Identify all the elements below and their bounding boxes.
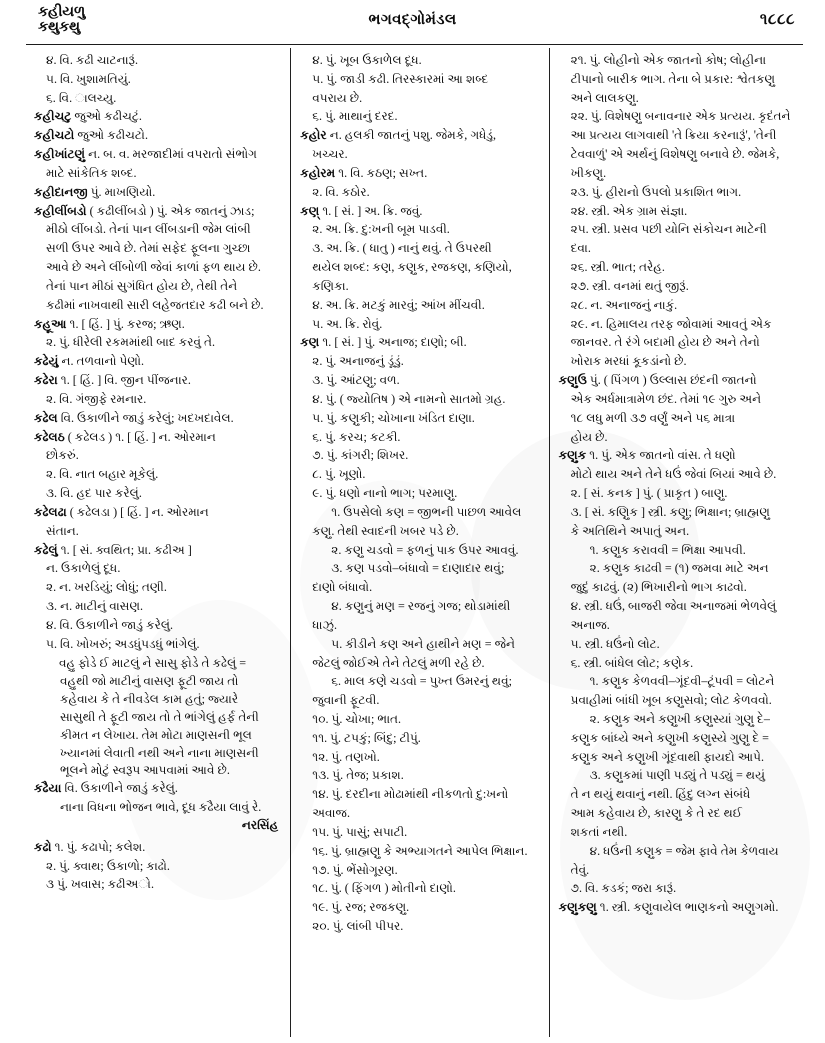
entry-line: ૬. માલ કણે ચડવો = પુખ્ત ઉમરનું થવું; [331, 674, 512, 689]
entry-definition: જુઓ કઢીચટું. [71, 109, 142, 124]
entry-headword: કણુક [558, 448, 587, 463]
entry-line: તેનાં પાન મીઠાં સુગંધિત હોય છે, તેથી તેને [46, 278, 238, 293]
running-head-left-line1: કહીયળુ [38, 4, 86, 20]
entry-headword: કહોર [300, 128, 327, 143]
entry-line: ૬. પું. માથાનું દરદ. [312, 109, 398, 124]
dictionary-entry [559, 447, 796, 465]
entry-definition: જુઓ કઢીચટો. [74, 128, 148, 143]
entry-line: ૨૮. ન. અનાજનું નાકું. [570, 297, 678, 312]
entry-line: ૨. કણુક અને કણુખી કણુસ્યાં ગુણુ દે– [589, 711, 770, 726]
entry-line: ખ્યાનમાં લેવાતી નથી અને નાના માણસની [60, 745, 259, 760]
entry-line: ૨. પું. અનાજનું ડૂંડું. [312, 354, 404, 369]
entry-definition: ( કઢેલડા ) [ હિં. ] ન. ઓરમાન [66, 504, 209, 519]
entry-line: ૨૫. સ્ત્રી. પ્રસવ પછી યોનિ સંકોચન માટેની [570, 222, 767, 237]
entry-line: જુવાની ફૂટવી. [312, 693, 380, 708]
dictionary-entry [34, 353, 282, 371]
entry-headword: કહીચટુ [34, 109, 72, 124]
entry-line: ખોરાક મરધાં કૂકડાંનો છે. [570, 354, 687, 369]
entry-line: ભૂલને મોટું સ્વરૂપ આપવામાં આવે છે. [60, 763, 230, 778]
entry-line: ૭. પું. કાંગરી; શિખર. [312, 448, 409, 463]
entry-line: ૬. પું. કરચ; કટકી. [312, 429, 401, 444]
entry-line: કણુક અને કણુખી ગૂંદવાથી ફાયદો આપે. [570, 749, 764, 764]
dictionary-entry [34, 184, 282, 202]
entry-line: દવા. [570, 241, 591, 256]
entry-line: ૧૪. પું. દરદીના મોઢામાંથી નીકળતો દુ:ખનો [312, 787, 509, 802]
dictionary-entry [559, 899, 796, 917]
entry-line: ૨. પું. ધીરેલી રકમમાંથી બાદ કરવું તે. [46, 335, 216, 350]
entry-line: ૨. અ. ક્રિ. દુ:ખની બૂમ પાડવી. [312, 222, 450, 237]
entry-line: ટીપાનો બારીક ભાગ. તેના બે પ્રકાર: શ્વેતકણુ [570, 71, 776, 86]
entry-line: ૨૭. સ્ત્રી. વનમાં થતું જીરૂં. [570, 278, 689, 293]
entry-headword: કઢેલઠ [34, 429, 65, 444]
entry-line: અવાજ. [312, 806, 350, 821]
entry-headword: કઢેલ [34, 410, 58, 425]
entry-line: ૪. અ. ક્રિ. મટકું મારવું; આંખ મીંચવી. [312, 297, 485, 312]
column-container [26, 48, 803, 1037]
entry-line: ૧. કણુક કરાવવી = ભિક્ષા આપવી. [589, 542, 746, 557]
entry-line: થયેલ શબ્દ: કણ, કણુક, રજકણ, કણિયો, [312, 260, 512, 275]
entry-line: કે અતિથિને અપાતું અન. [570, 523, 690, 538]
entry-headword: કઢો [34, 839, 52, 854]
entry-line: આવે છે અને લીંબોળી જેવાં કાળાં ફળ થાય છે. [46, 260, 261, 275]
entry-line: ૯. પું. ધણો નાનો ભાગ; પરમાણુ. [312, 486, 458, 501]
entry-line: ૩ પું. ખવાસ; કઢીઅો. [46, 877, 154, 892]
entry-line: ૨. કણુ ચડવો = ફળનું પાક ઉપર આવવું. [331, 542, 519, 557]
entry-line: ૧. ઉપસેલો કણ = જીભની પાછળ આવેલ [331, 504, 522, 519]
entry-line: કહેવાય કે તે નીવડેલ કામ હતું; જ્યારે [60, 692, 239, 707]
entry-line: મોટો થાય અને તેને ધઉં જેવાં બિયાં આવે છે. [570, 467, 777, 482]
dictionary-entry [34, 542, 282, 560]
entry-line: ૪. સ્ત્રી. ધઉં, બાજરી જેવા અનાજમાં ભેળવેલું [570, 599, 777, 614]
entry-headword: કહીખાંટણું [34, 147, 86, 162]
entry-line: ૬. વિ. ાલચ્યુ. [46, 90, 117, 105]
entry-line: ૨૨. પું. વિશેષણુ બનાવનાર એક પ્રત્યય. કૃદંતને [570, 109, 791, 124]
entry-definition: ૧. [ સં. ] પું. અનાજ; દાણો; બી. [319, 335, 467, 350]
column-divider [290, 48, 291, 1037]
entry-line: છોકરું. [46, 448, 79, 463]
entry-definition: ૧. પું. કઢાપો; કલેશ. [51, 839, 146, 854]
entry-definition: ૧. વિ. કઠણ; સખ્ત. [335, 165, 428, 180]
entry-line: ધાઝું. [312, 617, 338, 632]
entry-line: ૩. અ. ક્રિ. ( ધાતુ ) નાનું થવું. તે ઉપરથી [312, 241, 492, 256]
entry-definition: ન. તળવાનો પેણો. [58, 354, 144, 369]
entry-line: ૮. પું. ખૂણો. [312, 467, 366, 482]
entry-line: ૨૩. પું. હીરાનો ઉપલો પ્રકાશિત ભાગ. [570, 184, 742, 199]
entry-line: ૫. પું. કણુકી; ચોખાના ખંડિત દાણા. [312, 410, 475, 425]
entry-line: ૧૬. પું. બ્રાહ્મણુ કે અભ્યાગતને આપેલ ભિક્ષાન. [312, 843, 528, 858]
entry-headword: કણ [300, 335, 320, 350]
dictionary-entry [34, 410, 282, 428]
entry-line: ૫. વિ. ખુશામતિયું. [46, 71, 131, 86]
dictionary-title: ભગવદ્ગોમંડલ [368, 12, 457, 28]
dictionary-entry [300, 334, 540, 352]
dictionary-entry [34, 839, 282, 857]
entry-headword: કણુઉ [558, 373, 587, 388]
dictionary-entry [300, 127, 540, 145]
entry-line: ૫. સ્ત્રી. ધઉંનો લોટ. [570, 636, 660, 651]
entry-headword: કહોરમ [300, 165, 336, 180]
entry-headword: કહૂઆ [34, 316, 67, 331]
entry-line: કણુ. તેથી સ્વાદની ખબર પડે છે. [312, 523, 459, 538]
entry-line: ખચ્ચર. [312, 147, 348, 162]
entry-line: કીમત ન લેખાય. તેમ મોટા માણસની ભૂલ [60, 727, 252, 742]
entry-line: હોય છે. [570, 429, 608, 444]
entry-line: સાસુથી તે ફૂટી જાય તો તે ભાંગેલું હર્ફ તેની [60, 709, 259, 724]
entry-line: ૨. પું. ક્વાથ; ઉકાળો; કાઢો. [46, 858, 170, 873]
entry-line: સંતાન. [46, 523, 79, 538]
entry-line: વપરાય છે. [312, 90, 363, 105]
entry-line: પ્રવાહીમાં બાંધી ખૂબ કણુસવો; લોટ કેળવવો. [570, 693, 772, 708]
entry-line: ૩. વિ. હદ પાર કરેલું. [46, 486, 142, 501]
entry-headword: કઢેલઢા [34, 504, 67, 519]
text-column-2 [292, 48, 547, 1037]
entry-line: ૧૯. પું. રજ; રજકણુ. [312, 900, 410, 915]
entry-line: ૪. કણુનું મણ = રજનું ગજ; થોડામાંથી [331, 599, 511, 614]
entry-line: ૩. કણુકમાં પાણી પડ્યું તે પડ્યું = થયું [589, 768, 765, 783]
dictionary-entry [300, 165, 540, 183]
entry-line: ૨. [ સં. કનક ] પું. ( પ્રાકૃત ) બાણુ. [570, 486, 728, 501]
entry-line: ૧૮ લધુ મળી ૩૭ વર્ણું અને ૫૬ માત્રા [570, 410, 736, 425]
entry-headword: કણ્ [300, 203, 320, 218]
entry-definition: ૧. પું. એક જાતનો વાંસ. તે ધણો [586, 448, 736, 463]
entry-line: ૧. કણુક કેળવવી–ગૂંદવી–ટૂંપવી = લોટને [589, 674, 775, 689]
entry-line: તે ન થયું થવાનું નથી. હિંદુ લગ્ન સંબંધે [570, 787, 751, 802]
entry-line: ૧૧. પું. ટપકું; બિંદુ; ટીપું. [312, 730, 421, 745]
entry-line: ૪. ધઉંની કણુક = જેમ ફાવે તેમ કેળવાય [589, 843, 779, 858]
entry-line: ૧૦. પું. ચોખા; ભાત. [312, 711, 402, 726]
entry-line: ૧૭. પું. ભેંસોગૂરણ. [312, 862, 398, 877]
entry-line: આ પ્રત્યય લાગવાથી 'તે ક્રિયા કરનારૂં', 'તેની [570, 128, 777, 143]
dictionary-entry [34, 146, 282, 164]
entry-definition: ( કઢીલીંબડો ) પું. એક જાતનું ઝાડ; [86, 203, 255, 218]
text-column-1 [26, 48, 289, 1037]
entry-line: વહુ ફોડે ઈ માટલું ને સાસુ ફોડે તે કઢેલું = [59, 655, 247, 670]
entry-line: ૪. વિ. ઉકાળીને જાડું કરેલું. [46, 617, 173, 632]
entry-line: ૪. પું. ખૂબ ઉકાળેલ દૂધ. [312, 53, 422, 67]
entry-line: ૨. વિ. કઠોર. [312, 184, 370, 199]
entry-line: નાના વિધના ભોજન ભાવે, દૂધ કઢૈયા લાવું રે. [60, 800, 262, 815]
entry-line: ૧૫. પું. પાસું; સપાટી. [312, 824, 408, 839]
dictionary-entry [300, 203, 540, 221]
running-head-left-line2: કથુકથુ [38, 19, 80, 36]
text-column-3 [551, 48, 803, 1037]
entry-line: સળી ઉપર આવે છે. તેમાં સફેદ ફૂલના ગુચ્છા [46, 241, 251, 256]
dictionary-entry [34, 316, 282, 334]
entry-definition: ૧. [ હિં. ] પું. કરજ; ઋણ. [66, 316, 185, 331]
entry-line: ૨. કણુક કાઢવી = (૧) જમવા માટે અન [589, 561, 769, 576]
entry-line: ખીકણુ. [570, 165, 607, 180]
entry-line: ૩. કણ પડવો–બંધાવો = દાણાદાર થવું; [331, 561, 505, 576]
entry-line: કણુક બાંધ્યે અને કણુખી કણુસ્યે ગુણુ દે = [570, 730, 769, 745]
entry-headword: કઢેરા [34, 373, 58, 388]
page-number: ૧૮૮૮ [759, 11, 795, 28]
entry-definition: વિ. ઉકાળીને જાડું કરેલું. [61, 781, 178, 796]
page-header [0, 0, 825, 44]
dictionary-entry [34, 372, 282, 390]
entry-line: ૫. પું. જાડી કઢી. તિરસ્કારમાં આ શબ્દ [312, 71, 489, 86]
entry-definition: ૧. સ્ત્રી. કણુવાયેલ ભાણકનો અણુગમો. [596, 900, 779, 915]
entry-line: ૧૩. પું. તેજ; પ્રકાશ. [312, 768, 404, 783]
entry-line: જેટલું જોઈએ તેને તેટલું મળી રહે છે. [312, 655, 485, 670]
entry-definition: ન. હલકી જાતનું પશુ. જેમકે, ગધેડું, [326, 128, 497, 143]
entry-line: કઢીમાં નાખવાથી સારી લહેજતદાર કઢી બને છે. [46, 297, 264, 312]
dictionary-entry [559, 372, 796, 390]
entry-line: વહુથી જો માટીનું વાસણ ફૂટી જાય તો [60, 674, 239, 689]
entry-line: ૫. કીડીને કણ અને હાથીને મણ = જેને [331, 636, 516, 651]
entry-line: ૬. સ્ત્રી. બાંધેલ લોટ; કણેક. [570, 655, 694, 670]
dictionary-entry [34, 429, 282, 447]
entry-line: ૨. વિ. નાત બહાર મૂકેલું. [46, 467, 159, 482]
entry-line: ૨૪. સ્ત્રી. એક ગ્રામ સંજ્ઞા. [570, 203, 688, 218]
entry-line: અને લાલકણુ. [570, 90, 639, 105]
dictionary-entry [34, 108, 282, 126]
dictionary-entry [34, 203, 282, 221]
entry-definition: ૧. [ હિં. ] વિ. જીન પીંજનાર. [57, 373, 191, 388]
dictionary-entry [34, 504, 282, 522]
entry-line: જાનવર. તે રંગે બદામી હોય છે અને તેનો [570, 335, 760, 350]
entry-definition: પું. માખણિયો. [87, 184, 156, 199]
dictionary-entry [34, 780, 282, 798]
entry-line: ૨૬. સ્ત્રી. ભાત; તરેહ. [570, 260, 665, 275]
entry-headword: કહીદાનજી [34, 184, 88, 199]
entry-line: શકતાં નથી. [570, 824, 628, 839]
entry-line: ૭. વિ. કડકં; જરા કારૂં. [570, 881, 677, 896]
entry-definition: ન. બ. વ. મરજાદીમાં વપરાતો સંભોગ [85, 147, 257, 162]
entry-line: ૩. પું. આંટણુ; વળ. [312, 373, 400, 388]
entry-line: આમ કહેવાય છે, કારણુ કે તે રદ થઈ [570, 806, 743, 821]
entry-line: મીઠો લીંબડો. તેનાં પાન લીંબડાની જેમ લાંબી [46, 222, 251, 237]
entry-headword: કઢેયું [34, 354, 59, 369]
entry-line: જુદું કાઢવું. (૨) ભિખારીનો ભાગ કાઢવો. [570, 580, 747, 595]
entry-line: ૪. વિ. કઢી ચાટનારૂં. [46, 53, 138, 67]
entry-line: તેવું. [570, 862, 590, 877]
entry-line: ૨૯. ન. હિમાલય તરફ જોવામાં આવતું એક [570, 316, 772, 331]
entry-line: ટેવવાળું' એ અર્થનું વિશેષણુ બનાવે છે. જેમકે, [570, 147, 780, 162]
entry-line: ૨. ન. ખરડિયું; લોધું; તણી. [46, 580, 167, 595]
entry-headword: કઢેલું [34, 542, 58, 557]
entry-line: ૧૮. પું. ( ફિંગળ ) મોતીનો દાણો. [312, 881, 456, 896]
entry-line: ૩. ન. માટીનું વાસણ. [46, 599, 144, 614]
header-divider-rule [26, 44, 803, 45]
entry-line: ૨૧. પું. લોહીનો એક જાતનો કોષ; લોહીના [570, 53, 767, 67]
dictionary-entry [34, 127, 282, 145]
entry-line: અનાજ. [570, 617, 610, 632]
entry-line: ન. ઉકાળેલું દૂધ. [46, 561, 121, 576]
entry-definition: ( કઢેલડ ) ૧. [ હિં. ] ન. ઓરમાન [64, 429, 216, 444]
entry-line: ૫. વિ. ખોખરું; અડધુંપડધું ભાંગેલું. [46, 636, 200, 651]
entry-line: એક અર્ધમાત્રામેળ છંદ. તેમાં ૧૯ ગુરુ અને [570, 391, 762, 406]
entry-line: ૧૨. પું. તણખો. [312, 749, 380, 764]
entry-line: નરસિંહ [241, 817, 279, 832]
entry-line: માટે સાંકેતિક શબ્દ. [46, 165, 137, 180]
entry-line: દાણો બંધાવો. [312, 580, 373, 595]
entry-line: ૫. અ. ક્રિ. રોવું. [312, 316, 383, 331]
entry-line: ૨૦. પું. લાંબી પીપર. [312, 919, 404, 934]
entry-line: ૪. પું. ( જ્યોતિષ ) એ નામનો સાતમો ગ્રહ. [312, 391, 506, 406]
entry-headword: કઢૈયા [34, 781, 62, 796]
entry-line: ૩. [ સં. કણિુક ] સ્ત્રી. કણુ; ભિક્ષાન; બ્રાહ્મણુ [570, 504, 770, 519]
entry-definition: પું. ( પિંગળ ) ઉલ્લાસ છંદની જાતનો [586, 373, 757, 388]
entry-definition: વિ. ઉકાળીને જાડું કરેલું; ખદખદાવેલ. [57, 410, 234, 425]
entry-definition: ૧. [ સં. ] અ. ક્રિ. જવું. [319, 203, 423, 218]
entry-definition: ૧. [ સં. ક્વથિત; પ્રા. કઢીઅ ] [57, 542, 192, 557]
column-divider [549, 48, 550, 1037]
entry-line: કણિકા. [312, 278, 349, 293]
entry-headword: કહીલીંબડો [34, 203, 87, 218]
entry-headword: કહીચટો [34, 128, 75, 143]
entry-line: ૨. વિ. ગંજીફે રમનાર. [46, 391, 147, 406]
entry-headword: કણુકણુ [558, 900, 597, 915]
